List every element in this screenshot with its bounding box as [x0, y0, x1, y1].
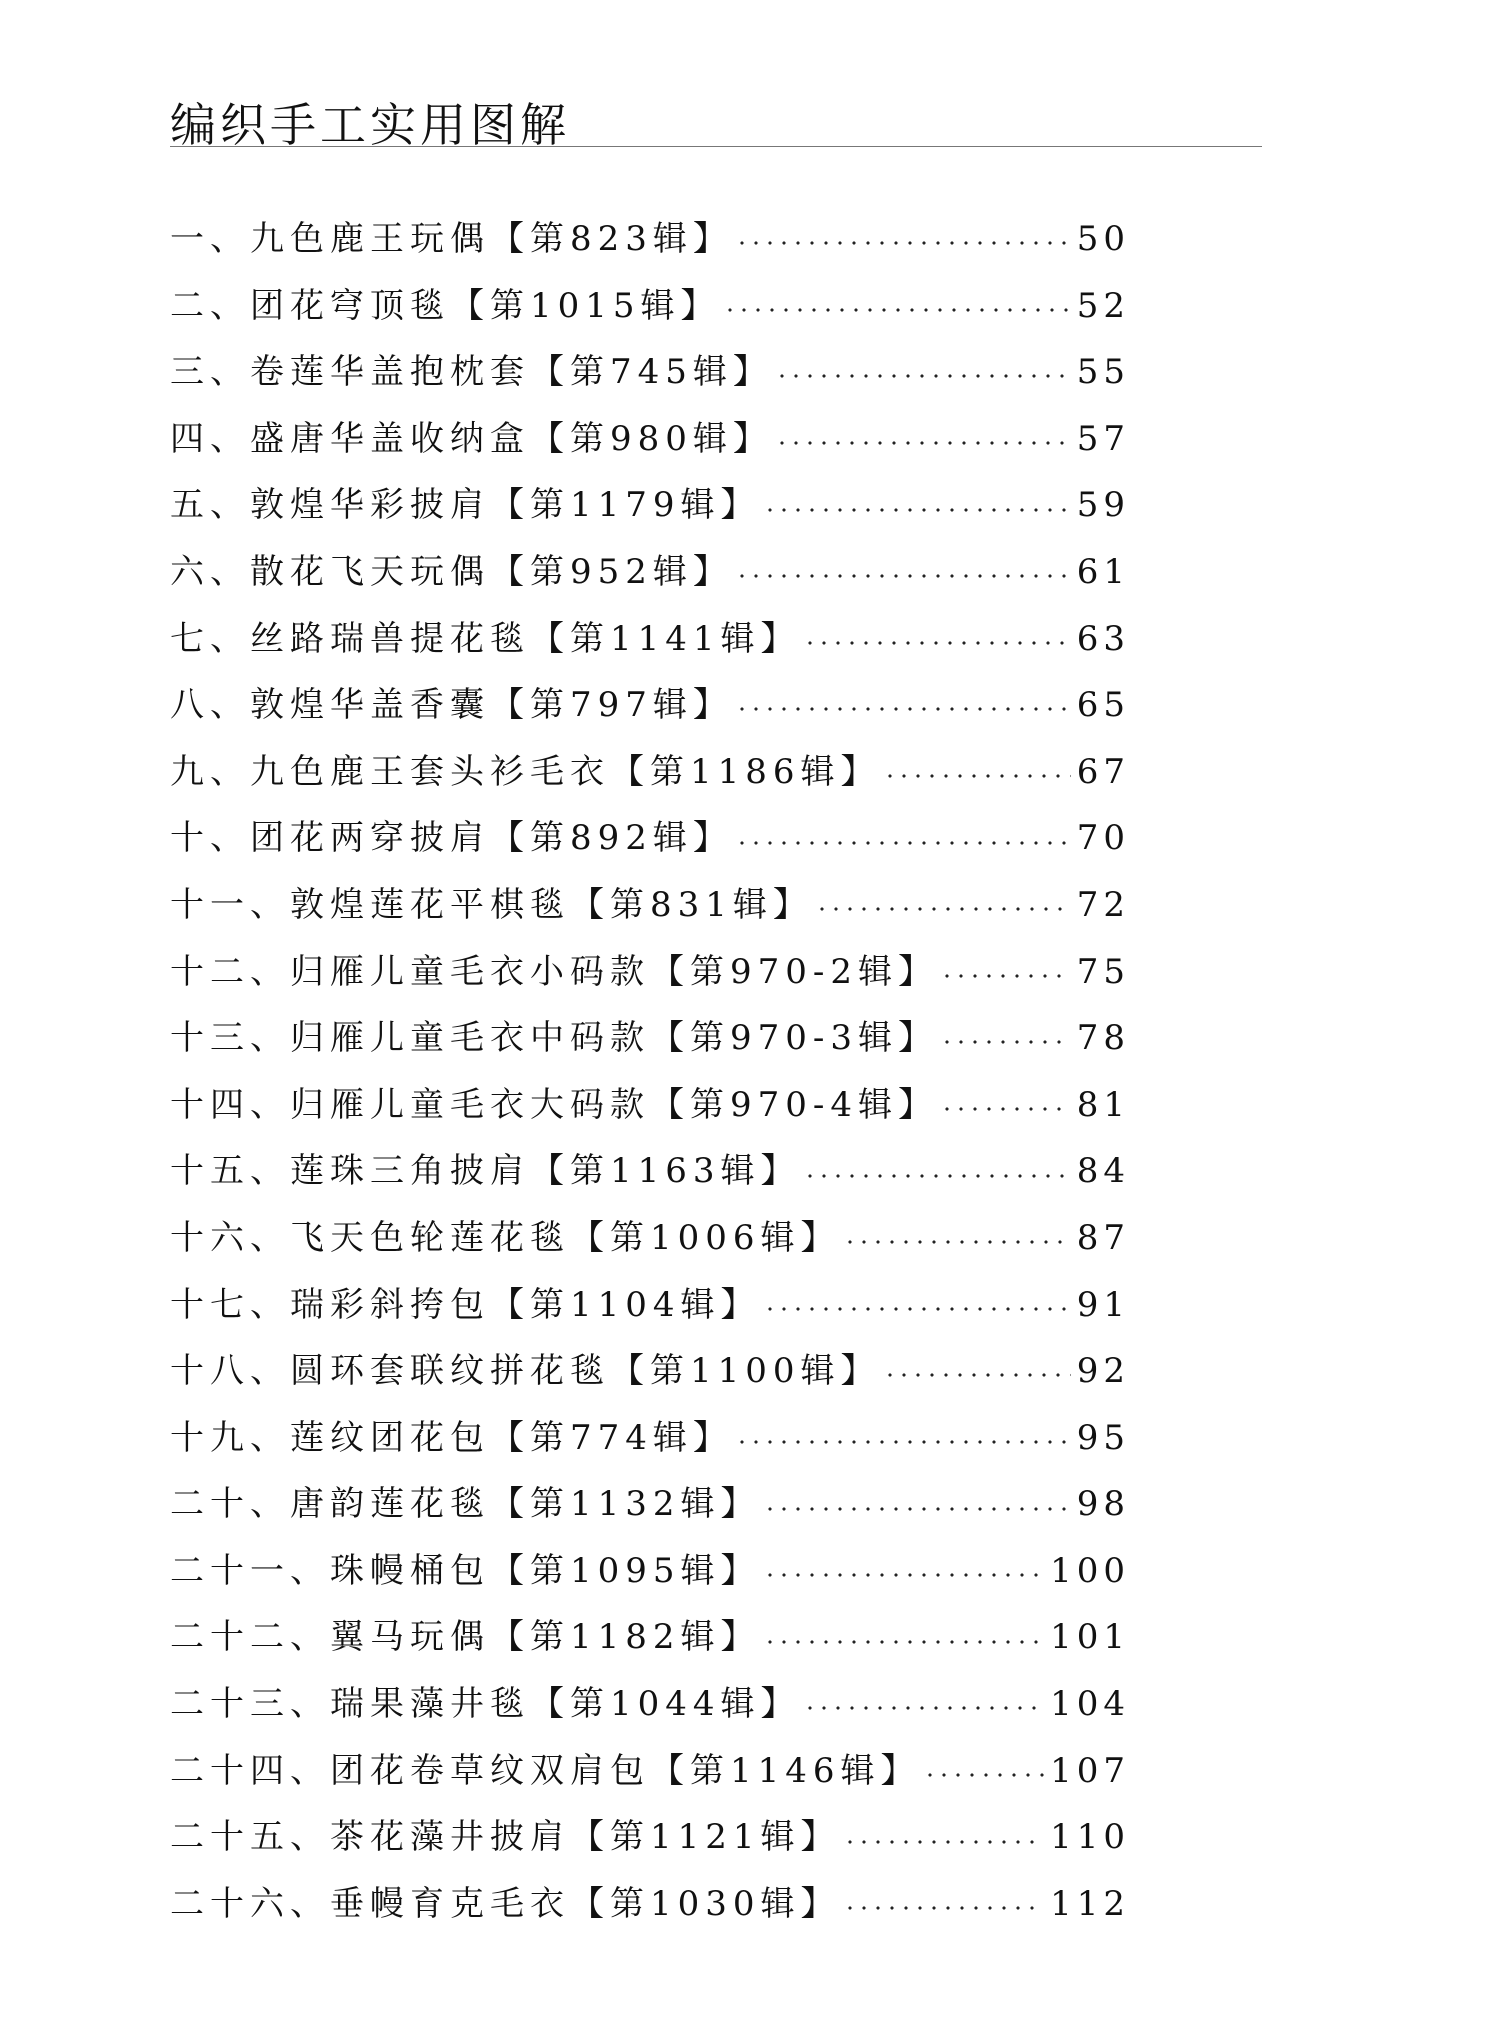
toc-entry[interactable] [170, 406, 1130, 473]
toc-entry[interactable] [170, 805, 1130, 872]
toc-page-number: 63 [1076, 618, 1130, 659]
toc-entry-title: 二、团花穹顶毯【第1015辑】 [170, 285, 721, 326]
toc-entry[interactable] [170, 1871, 1130, 1938]
toc-entry-title: 十五、莲珠三角披肩【第1163辑】 [170, 1151, 801, 1192]
toc-entry-title: 十四、归雁儿童毛衣大码款【第970-4辑】 [170, 1084, 939, 1125]
toc-entry-title: 十、团花两穿披肩【第892辑】 [170, 818, 733, 859]
dot-leader [843, 1905, 1045, 1911]
toc-entry[interactable] [170, 1005, 1130, 1072]
toc-page-number: 112 [1050, 1883, 1130, 1924]
toc-entry-title: 十二、归雁儿童毛衣小码款【第970-2辑】 [170, 951, 939, 992]
dot-leader [735, 840, 1071, 846]
dot-leader [763, 1506, 1071, 1512]
toc-entry[interactable] [170, 1804, 1130, 1871]
dot-leader [843, 1239, 1071, 1245]
toc-page-number: 57 [1076, 418, 1130, 459]
dot-leader [803, 640, 1071, 646]
toc-entry-title: 九、九色鹿王套头衫毛衣【第1186辑】 [170, 751, 881, 792]
dot-leader [775, 440, 1071, 446]
toc-entry[interactable] [170, 872, 1130, 939]
header-divider [170, 146, 1262, 147]
toc-entry[interactable] [170, 606, 1130, 673]
dot-leader [735, 706, 1071, 712]
toc-entry-title: 八、敦煌华盖香囊【第797辑】 [170, 685, 733, 726]
toc-page-number: 50 [1076, 219, 1130, 259]
toc-entry-title: 二十六、垂幔育克毛衣【第1030辑】 [170, 1883, 841, 1924]
toc-page-number: 67 [1076, 751, 1130, 792]
toc-entry[interactable] [170, 539, 1130, 606]
toc-entry-title: 一、九色鹿王玩偶【第823辑】 [170, 219, 733, 259]
toc-entry-title: 六、散花飞天玩偶【第952辑】 [170, 551, 733, 592]
toc-page-number: 87 [1076, 1217, 1130, 1258]
toc-page-number: 61 [1076, 551, 1130, 592]
toc-entry-title: 十九、莲纹团花包【第774辑】 [170, 1417, 733, 1458]
dot-leader [940, 1039, 1071, 1045]
page-header [170, 62, 1262, 152]
toc-page-number: 72 [1076, 884, 1130, 925]
dot-leader [803, 1705, 1045, 1711]
toc-page-number: 59 [1076, 485, 1130, 526]
toc-entry-title: 十八、圆环套联纹拼花毯【第1100辑】 [170, 1351, 881, 1392]
toc-entry-title: 二十三、瑞果藻井毯【第1044辑】 [170, 1684, 801, 1725]
toc-page-number: 101 [1050, 1617, 1130, 1658]
toc-entry-title: 十六、飞天色轮莲花毯【第1006辑】 [170, 1217, 841, 1258]
dot-leader [883, 773, 1071, 779]
toc-entry[interactable] [170, 1405, 1130, 1472]
toc-entry[interactable] [170, 1272, 1130, 1339]
dot-leader [763, 1572, 1045, 1578]
toc-page-number: 81 [1076, 1084, 1130, 1125]
toc-entry[interactable] [170, 1338, 1130, 1405]
dot-leader [883, 1372, 1071, 1378]
toc-page-number: 70 [1076, 818, 1130, 859]
toc-page-number: 110 [1050, 1817, 1130, 1858]
dot-leader [815, 906, 1071, 912]
toc-entry[interactable] [170, 339, 1130, 406]
toc-entry[interactable] [170, 1138, 1130, 1205]
toc-entry-title: 二十二、翼马玩偶【第1182辑】 [170, 1617, 761, 1658]
dot-leader [735, 573, 1071, 579]
dot-leader [940, 1106, 1071, 1112]
toc-entry-title: 七、丝路瑞兽提花毯【第1141辑】 [170, 618, 801, 659]
dot-leader [775, 373, 1071, 379]
toc-entry[interactable] [170, 1072, 1130, 1139]
toc-entry[interactable] [170, 739, 1130, 806]
toc-entry-title: 二十五、茶花藻井披肩【第1121辑】 [170, 1817, 841, 1858]
toc-entry[interactable] [170, 672, 1130, 739]
toc-entry-title: 四、盛唐华盖收纳盒【第980辑】 [170, 418, 773, 459]
toc-entry[interactable] [170, 273, 1130, 340]
toc-entry[interactable] [170, 1738, 1130, 1805]
toc-entry[interactable] [170, 472, 1130, 539]
toc-page-number: 55 [1076, 352, 1130, 393]
toc-entry-title: 二十四、团花卷草纹双肩包【第1146辑】 [170, 1750, 921, 1791]
toc-entry[interactable] [170, 1205, 1130, 1272]
toc-page-number: 91 [1076, 1284, 1130, 1325]
toc-page-number: 65 [1076, 685, 1130, 726]
toc-entry[interactable] [170, 1671, 1130, 1738]
dot-leader [940, 973, 1071, 979]
toc-page-number: 75 [1076, 951, 1130, 992]
toc-entry-title: 二十一、珠幔桶包【第1095辑】 [170, 1550, 761, 1591]
toc-entry-title: 十七、瑞彩斜挎包【第1104辑】 [170, 1284, 761, 1325]
dot-leader [723, 307, 1071, 313]
toc-page-number: 100 [1050, 1550, 1130, 1591]
toc-page-number: 98 [1076, 1484, 1130, 1525]
toc-page-number: 107 [1050, 1750, 1130, 1791]
toc-entry[interactable] [170, 1604, 1130, 1671]
toc-page-number: 104 [1050, 1684, 1130, 1725]
dot-leader [843, 1839, 1045, 1845]
toc-entry-title: 十三、归雁儿童毛衣中码款【第970-3辑】 [170, 1018, 939, 1059]
dot-leader [763, 507, 1071, 513]
toc-page-number: 92 [1076, 1351, 1130, 1392]
toc-entry-title: 十一、敦煌莲花平棋毯【第831辑】 [170, 884, 813, 925]
dot-leader [735, 1439, 1071, 1445]
book-title: 编织手工实用图解 [170, 97, 570, 152]
table-of-contents [170, 206, 1130, 1937]
toc-entry[interactable] [170, 1471, 1130, 1538]
toc-entry-title: 二十、唐韵莲花毯【第1132辑】 [170, 1484, 761, 1525]
toc-entry[interactable] [170, 1538, 1130, 1605]
dot-leader [803, 1173, 1071, 1179]
toc-entry-title: 三、卷莲华盖抱枕套【第745辑】 [170, 352, 773, 393]
toc-page-number: 78 [1076, 1018, 1130, 1059]
toc-page-number: 52 [1076, 285, 1130, 326]
dot-leader [735, 240, 1071, 246]
toc-entry[interactable] [170, 939, 1130, 1006]
dot-leader [763, 1306, 1071, 1312]
toc-entry-title: 五、敦煌华彩披肩【第1179辑】 [170, 485, 761, 526]
dot-leader [923, 1772, 1045, 1778]
toc-page-number: 95 [1076, 1417, 1130, 1458]
toc-entry[interactable] [170, 206, 1130, 273]
toc-page-number: 84 [1076, 1151, 1130, 1192]
dot-leader [763, 1639, 1045, 1645]
